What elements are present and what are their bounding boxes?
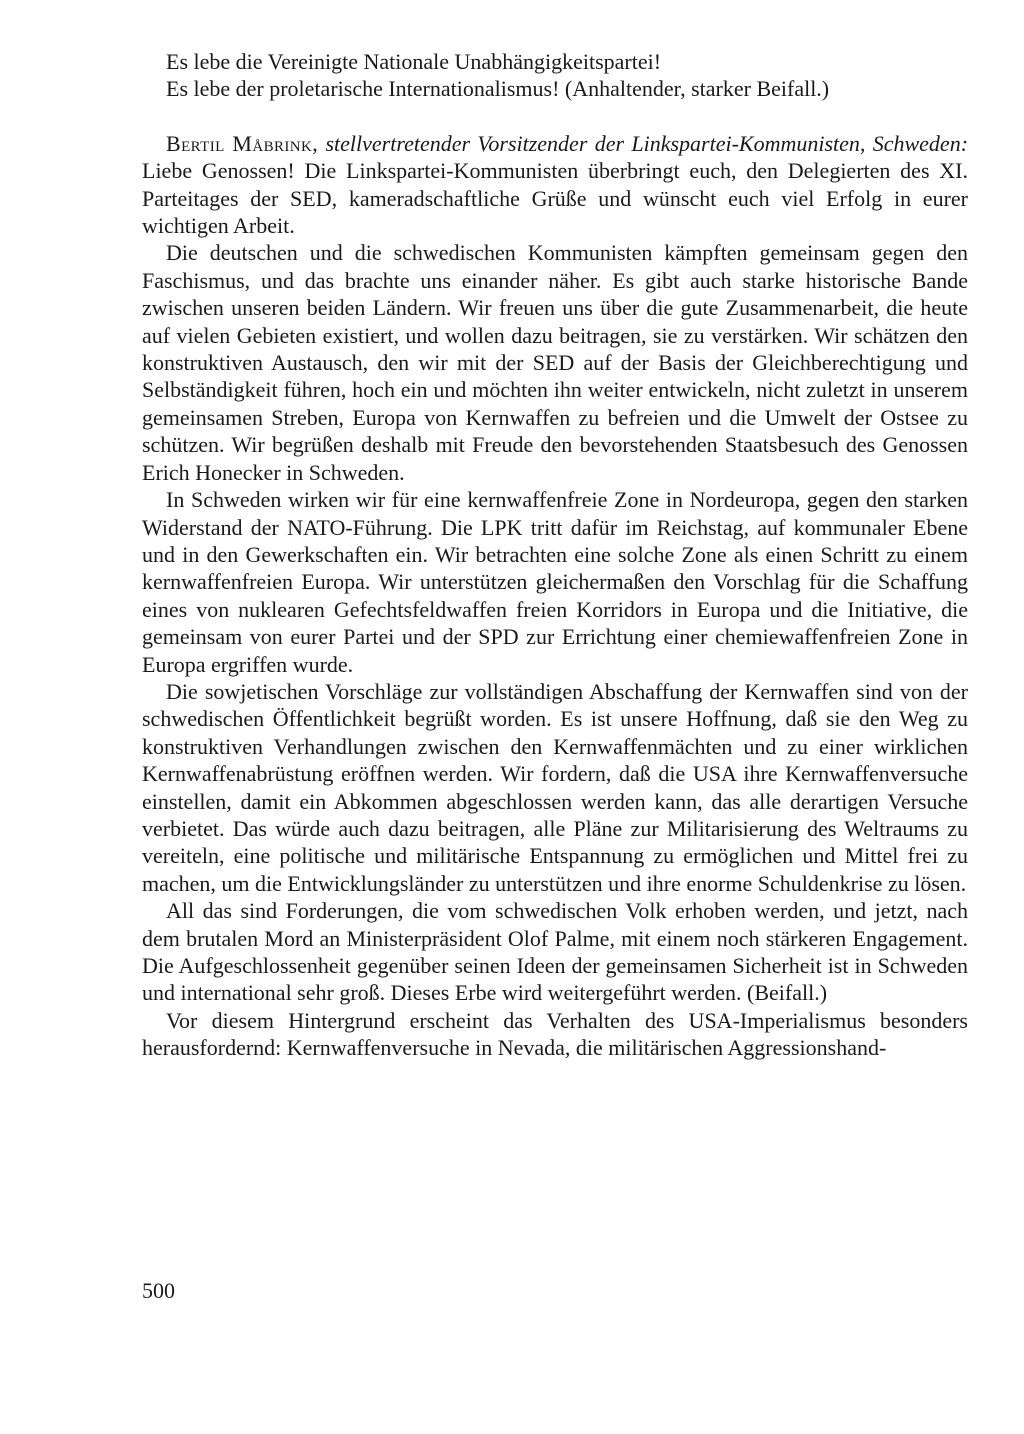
page-number: 500 — [142, 1278, 175, 1303]
speech-opening-text: Liebe Genossen! Die Linkspartei-Kommunisten überbringt euch, den Delegierten des XI. Parteitages der SED, kameradschaftliche Grüße und wünscht euch viel Erfolg in eurer wichtigen Arbeit. — [142, 158, 968, 239]
paragraph-gap — [142, 103, 968, 130]
closing-line: Es lebe der proletarische Internationalismus! (Anhaltender, starker Beifall.) — [166, 76, 830, 102]
body-paragraph: In Schweden wirken wir für eine kernwaffenfreie Zone in Nordeuropa, gegen den starken Widerstand der NATO-Führung. Die LPK tritt dafür im Reichstag, auf kommunaler Ebene und in den Gewerkschaften ein. Wir betrachten eine solche Zone als einen Schritt zu einem kernwaffenfreien Europa. Wir unterstützen gleichermaßen den Vorschlag für die Schaffung eines von nuklearen Gefechtsfeldwaffen freien Korridors in Europa und die Initiative, die gemeinsam von eurer Partei und der SPD zur Errichtung einer chemiewaffenfreien Zone in Europa ergriffen wurde. — [142, 487, 968, 677]
speech-opening-paragraph — [142, 130, 968, 240]
body-paragraph: All das sind Forderungen, die vom schwedischen Volk erhoben werden, und jetzt, nach dem brutalen Mord an Ministerpräsident Olof Palme, mit einem noch stärkeren Engagement. Die Aufgeschlossenheit gegenüber seinen Ideen der gemeinsamen Sicherheit ist in Schweden und international sehr groß. Dieses Erbe wird weitergeführt werden. (Beifall.) — [142, 898, 968, 1006]
speaker-name: Bertil Måbrink, — [166, 130, 319, 156]
speaker-role: stellvertretender Vorsitzender der Linkspartei-Kommunisten, Schweden: — [325, 130, 969, 156]
body-paragraph: Vor diesem Hintergrund erscheint das Verhalten des USA-Imperialismus besonders herausfordernd: Kernwaffenversuche in Nevada, die militärischen Aggressionshand- — [142, 1007, 968, 1061]
closing-line: Es lebe die Vereinigte Nationale Unabhängigkeitspartei! — [166, 49, 662, 74]
body-paragraph: Die sowjetischen Vorschläge zur vollständigen Abschaffung der Kernwaffen sind von der schwedischen Öffentlichkeit begrüßt worden. Es ist unsere Hoffnung, daß sie den Weg zu konstruktiven Verhandlungen zwischen den Kernwaffenmächten und zu einer wirklichen Kernwaffenabrüstung eröffnen werden. Wir fordern, daß die USA ihre Kernwaffenversuche einstellen, damit ein Abkommen abgeschlossen werden kann, das alle derartigen Versuche verbietet. Das würde auch dazu beitragen, alle Pläne zur Militarisierung des Weltraums zu vereiteln, eine politische und militärische Entspannung zu ermöglichen und Mittel frei zu machen, um die Entwicklungsländer zu unterstützen und ihre enorme Schuldenkrise zu lösen. — [142, 678, 968, 896]
document-page — [142, 48, 968, 1062]
body-paragraph: Die deutschen und die schwedischen Kommunisten kämpften gemeinsam gegen den Faschismus, und das brachte uns einander näher. Es gibt auch starke historische Bande zwischen unseren beiden Ländern. Wir freuen uns über die gute Zusammenarbeit, die heute auf vielen Gebieten existiert, und wollen dazu beitragen, sie zu verstärken. Wir schätzen den konstruktiven Austausch, den wir mit der SED auf der Basis der Gleichberechtigung und Selbständigkeit führen, hoch ein und möchten ihn weiter entwickeln, nicht zuletzt in unserem gemeinsamen Streben, Europa von Kernwaffen zu befreien und die Umwelt der Ostsee zu schützen. Wir begrüßen deshalb mit Freude den bevorstehenden Staatsbesuch des Genossen Erich Honecker in Schweden. — [142, 240, 968, 485]
